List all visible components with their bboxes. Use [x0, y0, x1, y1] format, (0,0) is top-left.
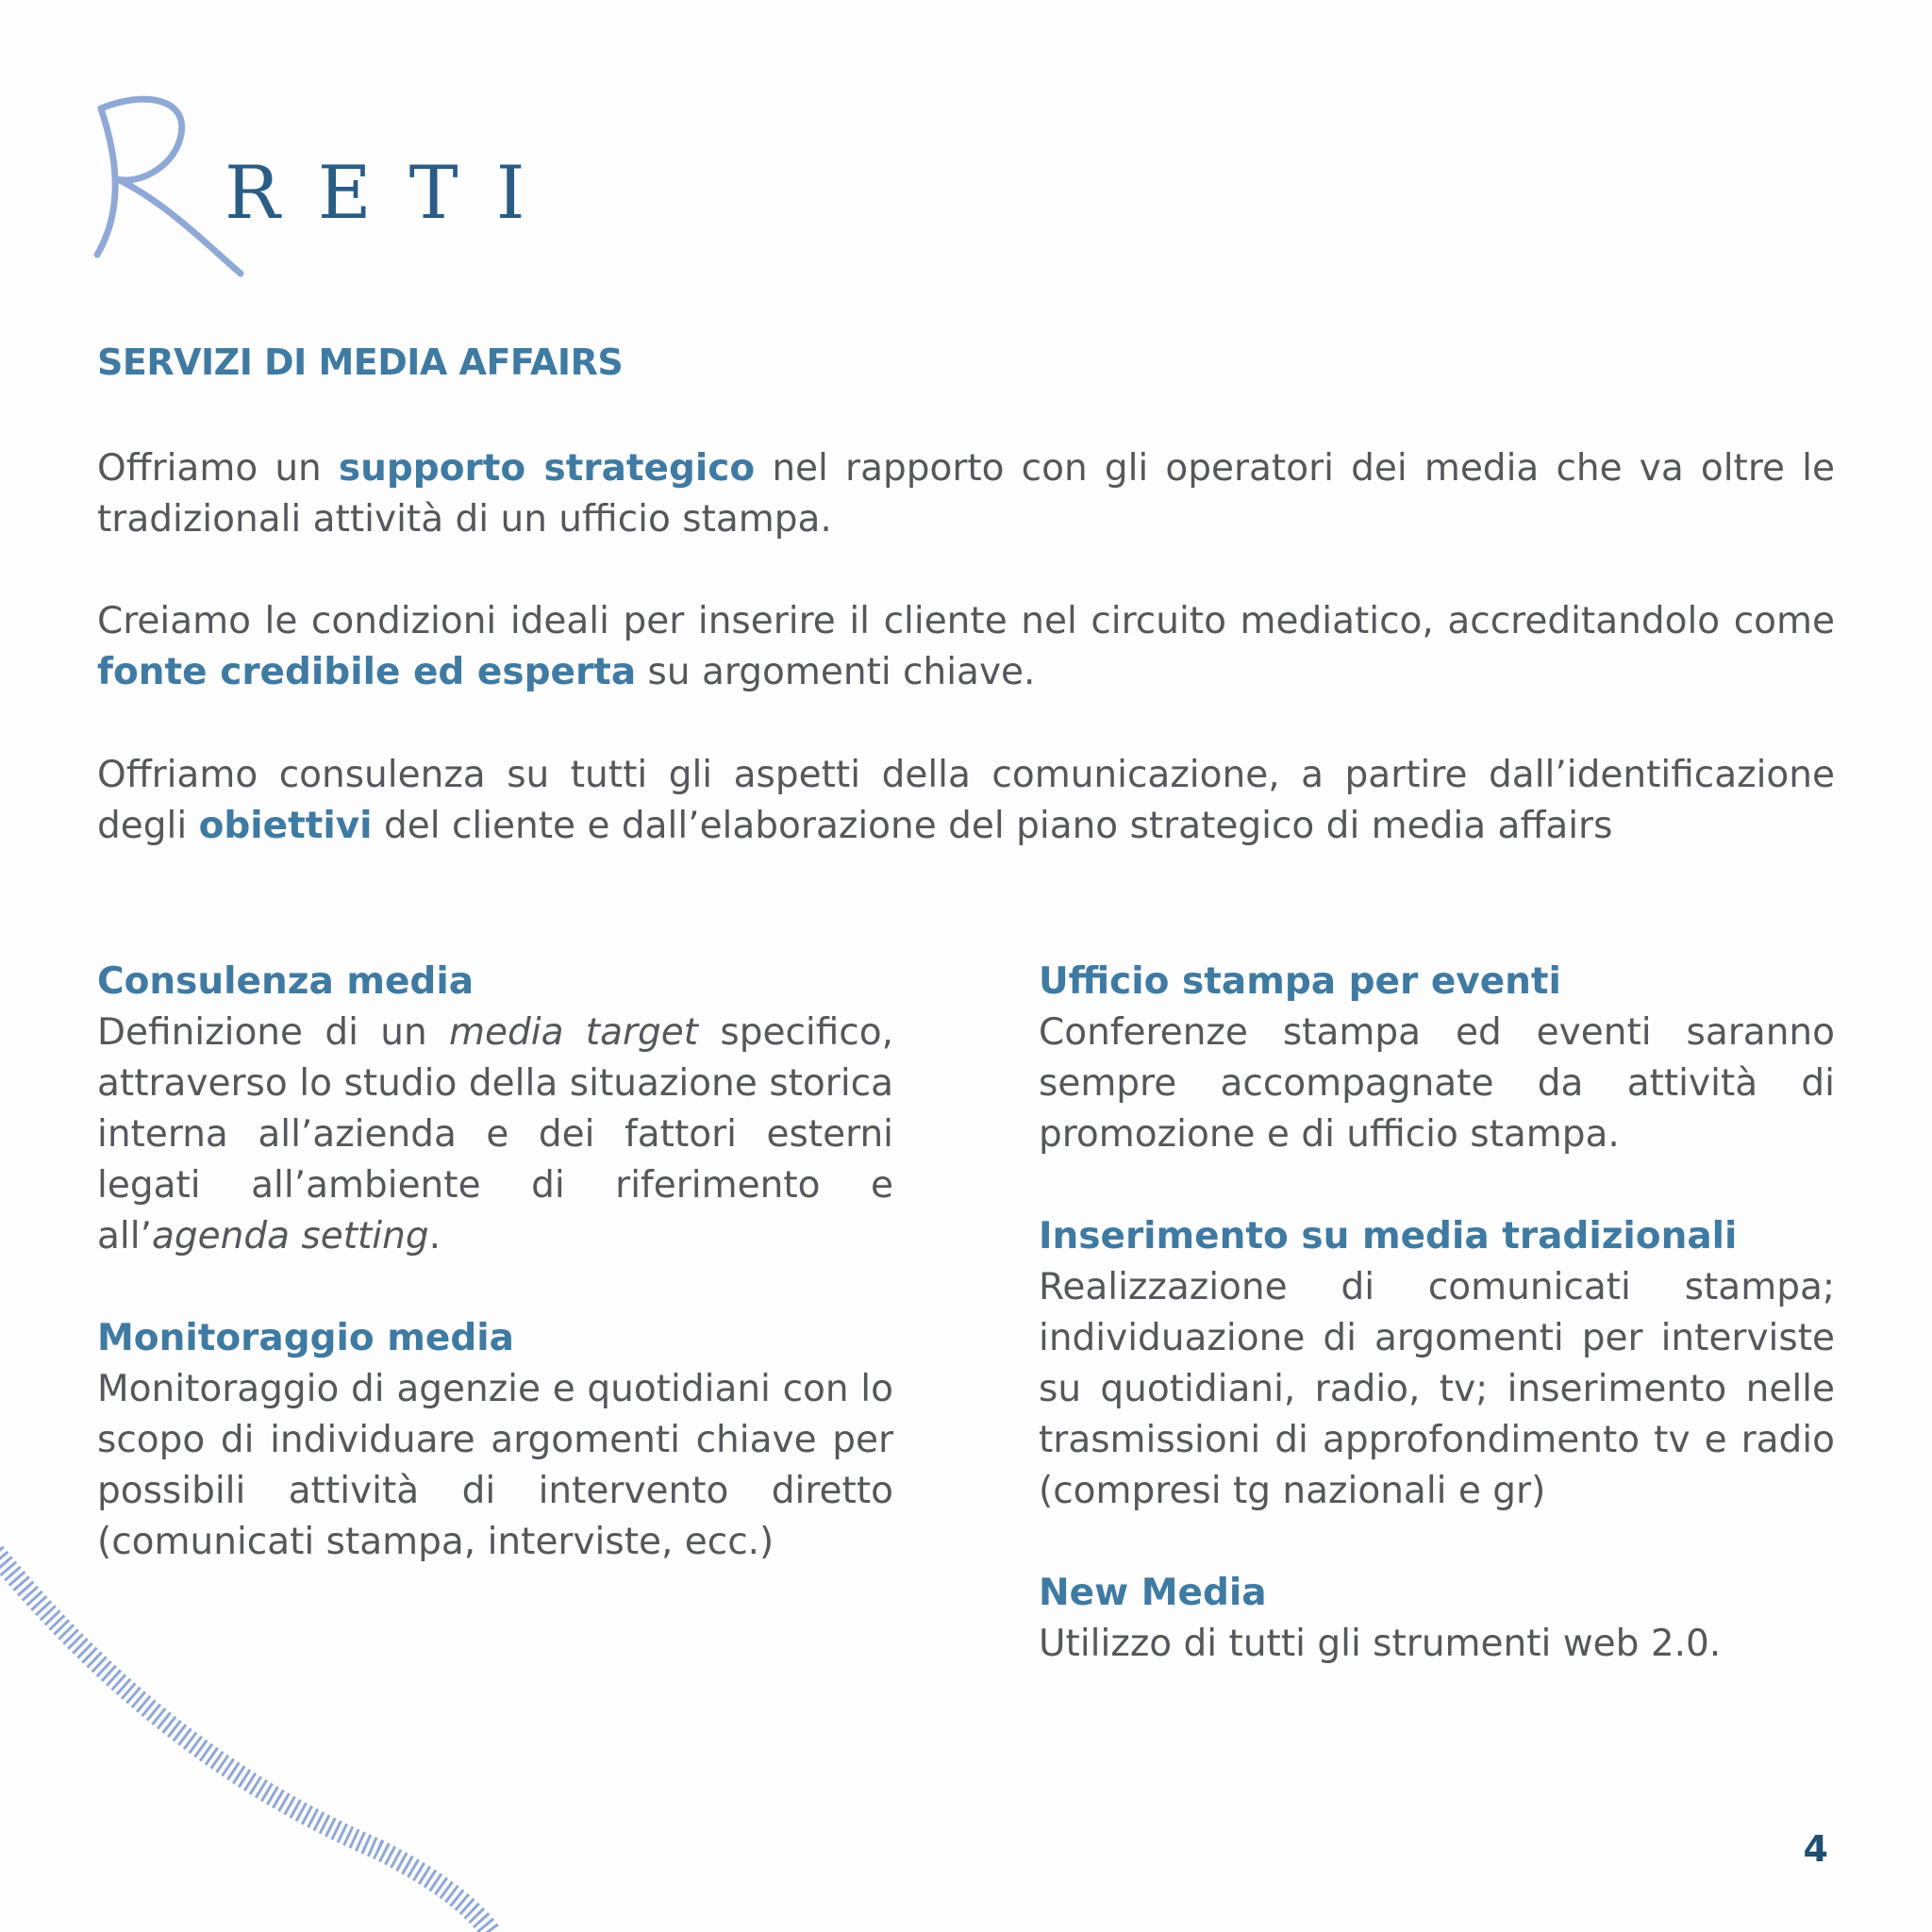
intro-1-text-end: nel rapporto con gli operatori dei media che va oltre le tradizionali attività di un ufficio stampa.: [97, 447, 1835, 541]
intro-3-highlight: obiettivi: [198, 805, 373, 847]
service-consulenza-media: [97, 957, 893, 1262]
intro-2-text: Creiamo le condizioni ideali per inserire il cliente nel circuito mediatico, accreditandolo come: [97, 600, 1835, 642]
service-title: New Media: [1039, 1572, 1267, 1614]
section-title: SERVIZI DI MEDIA AFFAIRS: [97, 341, 624, 383]
service-ufficio-stampa: [1039, 957, 1835, 1160]
desc-text: specifico, attraverso lo studio della situazione storica interna all’azienda e dei fattori esterni legati all’ambiente di riferimento e all’: [97, 1011, 893, 1257]
service-title: Inserimento su media tradizionali: [1039, 1215, 1738, 1257]
intro-paragraph-2: [97, 596, 1835, 698]
intro-1-text: Offriamo un: [97, 447, 339, 490]
intro-1-highlight: supporto strategico: [338, 447, 756, 490]
service-description: Monitoraggio di agenzie e quotidiani con lo scopo di individuare argomenti chiave per possibili attività di intervento diretto (comunicati stampa, interviste, ecc.): [97, 1368, 893, 1563]
intro-2-text-end: su argomenti chiave.: [636, 651, 1036, 693]
desc-text: .: [428, 1215, 441, 1257]
desc-text: Definizione di un: [97, 1011, 449, 1054]
brand-name: RETI: [225, 151, 563, 236]
services-right-column: [1039, 957, 1835, 1721]
intro-3-text: Offriamo consulenza su tutti gli aspetti della comunicazione, a partire dall’identificazione degli: [97, 754, 1835, 847]
desc-italic: media target: [449, 1011, 699, 1054]
services-left-column: [97, 957, 893, 1619]
intro-paragraph-1: [97, 443, 1835, 545]
intro-2-highlight: fonte credibile ed esperta: [97, 651, 637, 693]
service-description: Conferenze stampa ed eventi saranno sempre accompagnate da attività di promozione e di ufficio stampa.: [1039, 1011, 1835, 1156]
service-description: Realizzazione di comunicati stampa; individuazione di argomenti per interviste su quotidiani, radio, tv; inserimento nelle trasmissioni di approfondimento tv e radio (compresi tg nazionali e gr): [1039, 1266, 1835, 1512]
service-title: Monitoraggio media: [97, 1317, 514, 1359]
intro-paragraph-3: [97, 750, 1835, 852]
service-monitoraggio-media: [97, 1313, 893, 1568]
service-inserimento-media: [1039, 1211, 1835, 1517]
service-title: Ufficio stampa per eventi: [1039, 960, 1561, 1003]
page-number: 4: [1803, 1828, 1828, 1870]
service-title: Consulenza media: [97, 960, 475, 1003]
desc-italic: agenda setting: [151, 1215, 429, 1257]
service-description: Utilizzo di tutti gli strumenti web 2.0.: [1039, 1623, 1722, 1665]
service-new-media: [1039, 1568, 1835, 1670]
intro-3-text-end: del cliente e dall’elaborazione del piano strategico di media affairs: [372, 805, 1613, 847]
service-description: [97, 1008, 893, 1262]
